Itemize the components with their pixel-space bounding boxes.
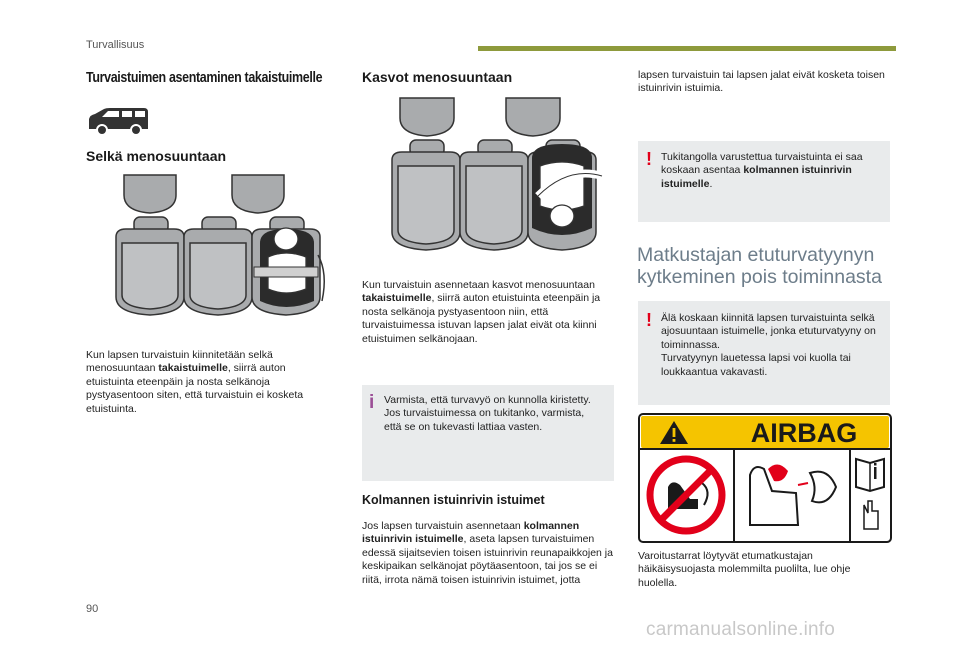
header-rule xyxy=(478,46,896,51)
warning-note-box-1 xyxy=(638,141,890,222)
info-note-box xyxy=(362,385,614,481)
no-child-seat-icon xyxy=(650,459,722,531)
airbag-label-text: AIRBAG xyxy=(750,418,858,448)
col1-title: Turvaistuimen asentaminen takaistuimelle xyxy=(86,70,323,86)
watermark-text: carmanualsonline.info xyxy=(646,619,836,640)
col2-title: Kasvot menosuuntaan xyxy=(362,69,513,85)
col2-body-text-2: Jos lapsen turvaistuin asennetaan kolmannen istuinrivin istuimelle, aseta lapsen turvaistuimen edessä sijaitsevien toisen istuinrivin reunapaikkojen ja keskipaikan selkänojat pöytäasentoon, tai jos se ei riitä, irrota nämä toisen istuinrivin istuimet, jotta xyxy=(362,520,613,586)
col2-body-text: Kun turvaistuin asennetaan kasvot menosuuntaan takaistuimelle, siirrä auton etuistuinta eteenpäin ja nosta selkänoja pystyasentoon niin, että turvaistuimessa istuvan lapsen jalat eivät ota kiinni etuistuimen selkänojaan. xyxy=(362,279,601,345)
warning-note-text-2: Älä koskaan kiinnitä lapsen turvaistuinta selkä ajosuuntaan istuimelle, jonka etuturvatyyny on toiminnassa. Turvatyynyn lauetessa lapsi voi kuolla tai loukkaantua vakavasti. xyxy=(661,312,876,378)
van-icon xyxy=(86,105,152,137)
section-header: Turvallisuus xyxy=(86,39,145,51)
forward-facing-seat-illustration xyxy=(388,96,606,260)
warning-note-box-2 xyxy=(638,301,890,405)
rear-facing-seat-illustration xyxy=(112,173,330,325)
airbag-label-caption: Varoitustarrat löytyvät etumatkustajan häikäisysuojasta molemmilta puolilta, lue ohje huolella. xyxy=(638,550,851,589)
info-note-text: Varmista, että turvavyö on kunnolla kiristetty. Jos turvaistuimessa on tukitanko, varmista, että se on tukevasti lattiaa vasten. xyxy=(384,394,591,433)
col1-body-text: Kun lapsen turvaistuin kiinnitetään selkä menosuuntaan takaistuimelle, siirrä auton etuistuinta eteenpäin ja nosta selkänoja pystyasentoon siten, että turvaistuin ei kosketa etuistuinta. xyxy=(86,349,304,415)
page-number: 90 xyxy=(86,603,99,615)
airbag-section-title: Matkustajan etuturvatyynyn kytkeminen pois toiminnasta xyxy=(637,244,882,288)
warning-icon: ! xyxy=(646,149,652,169)
warning-icon: ! xyxy=(646,310,652,330)
warning-note-text-1: Tukitangolla varustettua turvaistuinta ei saa koskaan asentaa kolmannen istuinrivin istuimelle. xyxy=(661,151,863,190)
info-icon: i xyxy=(369,392,375,413)
col1-subtitle: Selkä menosuuntaan xyxy=(86,148,227,164)
airbag-warning-label xyxy=(638,413,892,543)
col3-body-text: lapsen turvaistuin tai lapsen jalat eivät kosketa toisen istuinrivin istuimia. xyxy=(638,69,885,95)
col2-subtitle: Kolmannen istuinrivin istuimet xyxy=(362,493,545,507)
